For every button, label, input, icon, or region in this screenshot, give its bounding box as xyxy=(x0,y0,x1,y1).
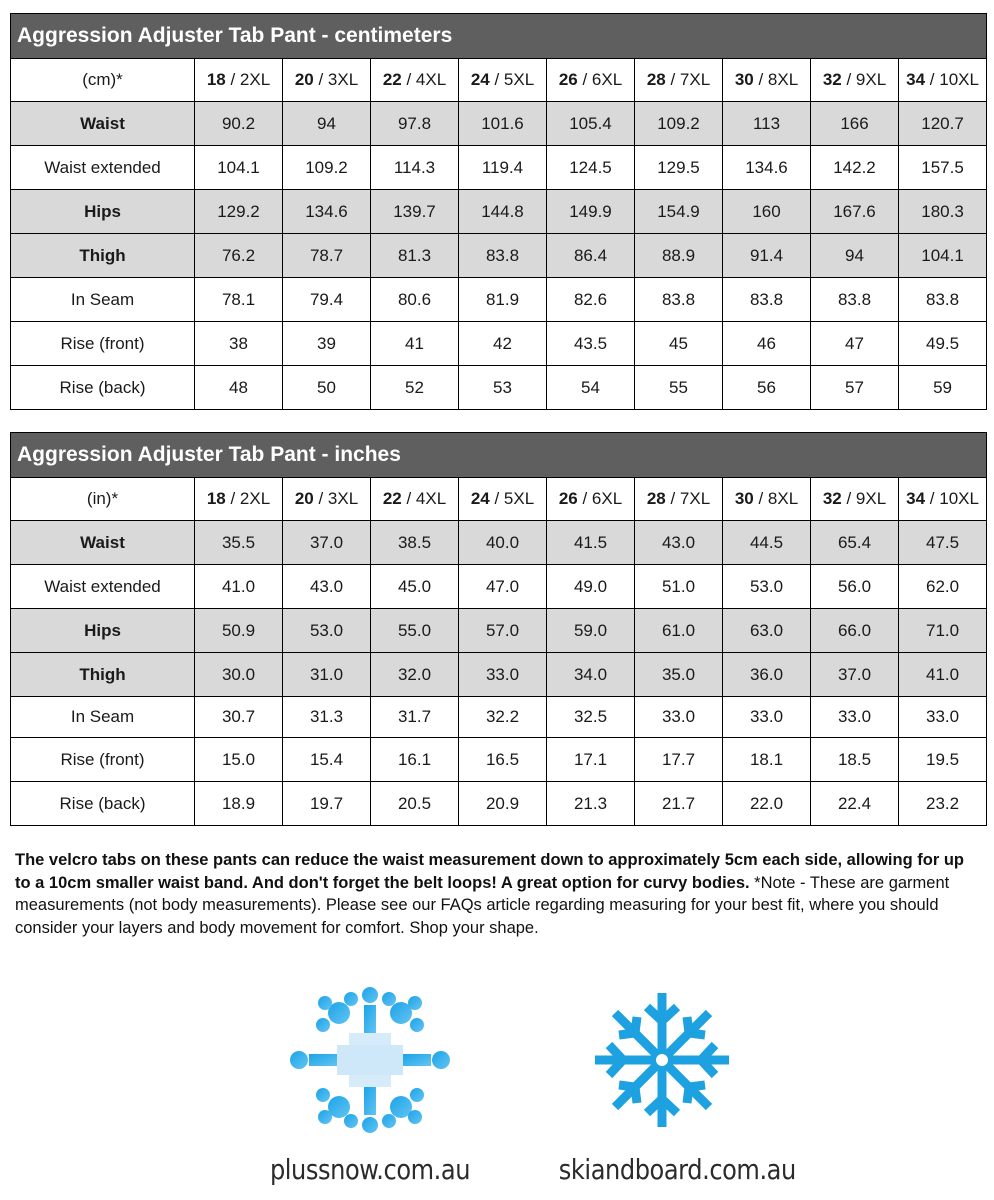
measurement-cell: 119.4 xyxy=(459,146,547,190)
unit-label: (in)* xyxy=(11,478,195,521)
size-header-cell xyxy=(899,478,987,521)
row-label: Rise (front) xyxy=(11,738,195,782)
size-number: 30 xyxy=(734,489,754,508)
measurement-cell: 38 xyxy=(195,322,283,366)
size-label: 7XL xyxy=(679,489,711,508)
measurement-cell: 40.0 xyxy=(459,521,547,565)
row-label: Rise (front) xyxy=(11,322,195,366)
measurement-cell: 53.0 xyxy=(283,609,371,653)
size-header-cell xyxy=(547,478,635,521)
size-separator: / xyxy=(665,70,680,89)
measurement-cell: 16.5 xyxy=(459,738,547,782)
measurement-cell: 43.5 xyxy=(547,322,635,366)
measurement-cell: 59.0 xyxy=(547,609,635,653)
measurement-cell: 51.0 xyxy=(635,565,723,609)
size-separator: / xyxy=(489,70,504,89)
measurement-cell: 142.2 xyxy=(811,146,899,190)
measurement-cell: 83.8 xyxy=(811,278,899,322)
measurement-cell: 37.0 xyxy=(811,653,899,697)
plussnow-logo xyxy=(250,985,490,1195)
measurement-cell: 56.0 xyxy=(811,565,899,609)
measurement-cell: 47.0 xyxy=(459,565,547,609)
measurement-cell: 82.6 xyxy=(547,278,635,322)
measurement-cell: 18.1 xyxy=(723,738,811,782)
size-header-cell xyxy=(723,59,811,102)
measurement-cell: 86.4 xyxy=(547,234,635,278)
measurement-cell: 94 xyxy=(811,234,899,278)
measurement-cell: 59 xyxy=(899,366,987,410)
size-header-cell xyxy=(283,59,371,102)
measurement-cell: 18.9 xyxy=(195,782,283,826)
measurement-cell: 50 xyxy=(283,366,371,410)
size-label: 10XL xyxy=(939,489,979,508)
measurement-cell: 17.7 xyxy=(635,738,723,782)
measurement-cell: 50.9 xyxy=(195,609,283,653)
measurement-cell: 78.7 xyxy=(283,234,371,278)
measurement-cell: 57 xyxy=(811,366,899,410)
size-header-cell xyxy=(195,478,283,521)
size-label: 8XL xyxy=(767,489,799,508)
size-separator: / xyxy=(313,489,328,508)
size-separator: / xyxy=(577,489,592,508)
measurement-cell: 154.9 xyxy=(635,190,723,234)
measurement-cell: 83.8 xyxy=(459,234,547,278)
size-header-row xyxy=(11,59,987,102)
size-label: 6XL xyxy=(591,70,623,89)
table-row xyxy=(11,697,987,738)
plussnow-logo-text: plussnow.com.au xyxy=(269,1153,471,1186)
measurement-cell: 120.7 xyxy=(899,102,987,146)
size-header-cell xyxy=(283,478,371,521)
size-label: 10XL xyxy=(939,70,979,89)
measurement-cell: 53 xyxy=(459,366,547,410)
measurement-cell: 36.0 xyxy=(723,653,811,697)
size-header-row xyxy=(11,478,987,521)
size-number: 28 xyxy=(646,70,666,89)
table-row xyxy=(11,102,987,146)
measurement-cell: 144.8 xyxy=(459,190,547,234)
row-label: Rise (back) xyxy=(11,366,195,410)
size-number: 24 xyxy=(470,489,490,508)
table-row xyxy=(11,521,987,565)
row-label: Waist extended xyxy=(11,146,195,190)
measurement-cell: 81.9 xyxy=(459,278,547,322)
measurement-cell: 76.2 xyxy=(195,234,283,278)
measurement-cell: 44.5 xyxy=(723,521,811,565)
size-number: 18 xyxy=(206,489,226,508)
measurement-cell: 52 xyxy=(371,366,459,410)
size-number: 24 xyxy=(470,70,490,89)
size-header-cell xyxy=(635,59,723,102)
measurement-cell: 37.0 xyxy=(283,521,371,565)
measurement-cell: 21.3 xyxy=(547,782,635,826)
measurement-cell: 33.0 xyxy=(723,697,811,738)
size-separator: / xyxy=(925,489,940,508)
measurement-cell: 80.6 xyxy=(371,278,459,322)
measurement-cell: 20.5 xyxy=(371,782,459,826)
size-number: 32 xyxy=(822,489,842,508)
measurement-cell: 157.5 xyxy=(899,146,987,190)
measurement-cell: 101.6 xyxy=(459,102,547,146)
measurement-cell: 104.1 xyxy=(899,234,987,278)
size-separator: / xyxy=(841,489,856,508)
measurement-cell: 43.0 xyxy=(283,565,371,609)
measurement-cell: 79.4 xyxy=(283,278,371,322)
size-number: 22 xyxy=(382,489,402,508)
snowflake-plus-icon xyxy=(285,985,455,1135)
size-header-cell xyxy=(459,59,547,102)
size-separator: / xyxy=(753,489,768,508)
size-label: 4XL xyxy=(415,70,447,89)
size-separator: / xyxy=(841,70,856,89)
skiandboard-logo xyxy=(542,985,796,1195)
fit-note xyxy=(15,849,983,939)
measurement-cell: 81.3 xyxy=(371,234,459,278)
size-label: 4XL xyxy=(415,489,447,508)
measurement-cell: 109.2 xyxy=(635,102,723,146)
measurement-cell: 91.4 xyxy=(723,234,811,278)
measurement-cell: 22.0 xyxy=(723,782,811,826)
size-number: 28 xyxy=(646,489,666,508)
snowflake-icon xyxy=(587,985,737,1135)
measurement-cell: 105.4 xyxy=(547,102,635,146)
measurement-cell: 30.7 xyxy=(195,697,283,738)
measurement-cell: 33.0 xyxy=(635,697,723,738)
measurement-cell: 65.4 xyxy=(811,521,899,565)
measurement-cell: 47.5 xyxy=(899,521,987,565)
measurement-cell: 15.4 xyxy=(283,738,371,782)
row-label: In Seam xyxy=(11,697,195,738)
measurement-cell: 113 xyxy=(723,102,811,146)
size-number: 30 xyxy=(734,70,754,89)
skiandboard-logo-text: skiandboard.com.au xyxy=(558,1153,796,1186)
measurement-cell: 83.8 xyxy=(899,278,987,322)
table-row xyxy=(11,234,987,278)
measurement-cell: 180.3 xyxy=(899,190,987,234)
size-header-cell xyxy=(459,478,547,521)
size-separator: / xyxy=(401,489,416,508)
row-label: Thigh xyxy=(11,653,195,697)
size-number: 20 xyxy=(294,70,314,89)
measurement-cell: 34.0 xyxy=(547,653,635,697)
measurement-cell: 134.6 xyxy=(723,146,811,190)
table-row xyxy=(11,738,987,782)
size-header-cell xyxy=(811,59,899,102)
size-table-inches xyxy=(10,432,987,826)
size-number: 32 xyxy=(822,70,842,89)
measurement-cell: 90.2 xyxy=(195,102,283,146)
measurement-cell: 32.0 xyxy=(371,653,459,697)
measurement-cell: 71.0 xyxy=(899,609,987,653)
measurement-cell: 97.8 xyxy=(371,102,459,146)
measurement-cell: 124.5 xyxy=(547,146,635,190)
row-label: Waist extended xyxy=(11,565,195,609)
measurement-cell: 94 xyxy=(283,102,371,146)
table-row xyxy=(11,653,987,697)
measurement-cell: 23.2 xyxy=(899,782,987,826)
measurement-cell: 48 xyxy=(195,366,283,410)
row-label: Waist xyxy=(11,521,195,565)
table-row xyxy=(11,565,987,609)
measurement-cell: 53.0 xyxy=(723,565,811,609)
size-number: 26 xyxy=(558,489,578,508)
measurement-cell: 149.9 xyxy=(547,190,635,234)
size-separator: / xyxy=(665,489,680,508)
measurement-cell: 31.7 xyxy=(371,697,459,738)
measurement-cell: 139.7 xyxy=(371,190,459,234)
measurement-cell: 54 xyxy=(547,366,635,410)
size-number: 26 xyxy=(558,70,578,89)
size-header-cell xyxy=(723,478,811,521)
measurement-cell: 33.0 xyxy=(899,697,987,738)
table-row xyxy=(11,146,987,190)
measurement-cell: 21.7 xyxy=(635,782,723,826)
table-row xyxy=(11,278,987,322)
table-title: Aggression Adjuster Tab Pant - centimeters xyxy=(11,14,987,59)
measurement-cell: 19.7 xyxy=(283,782,371,826)
size-separator: / xyxy=(925,70,940,89)
note-bold-text: The velcro tabs on these pants can reduce the waist measurement down to approximately 5cm each side, allowing for up to a 10cm smaller waist band. And don't forget the belt loops! A great option for curvy bodies. xyxy=(15,851,964,892)
size-separator: / xyxy=(577,70,592,89)
measurement-cell: 18.5 xyxy=(811,738,899,782)
measurement-cell: 35.5 xyxy=(195,521,283,565)
measurement-cell: 63.0 xyxy=(723,609,811,653)
measurement-cell: 38.5 xyxy=(371,521,459,565)
size-separator: / xyxy=(313,70,328,89)
measurement-cell: 55 xyxy=(635,366,723,410)
size-separator: / xyxy=(753,70,768,89)
measurement-cell: 167.6 xyxy=(811,190,899,234)
row-label: In Seam xyxy=(11,278,195,322)
table-row xyxy=(11,190,987,234)
table-row xyxy=(11,609,987,653)
row-label: Hips xyxy=(11,190,195,234)
size-number: 22 xyxy=(382,70,402,89)
size-label: 5XL xyxy=(503,489,535,508)
size-separator: / xyxy=(225,489,240,508)
size-separator: / xyxy=(489,489,504,508)
measurement-cell: 41.5 xyxy=(547,521,635,565)
measurement-cell: 114.3 xyxy=(371,146,459,190)
measurement-cell: 41.0 xyxy=(195,565,283,609)
measurement-cell: 160 xyxy=(723,190,811,234)
measurement-cell: 39 xyxy=(283,322,371,366)
row-label: Hips xyxy=(11,609,195,653)
measurement-cell: 47 xyxy=(811,322,899,366)
measurement-cell: 109.2 xyxy=(283,146,371,190)
measurement-cell: 49.5 xyxy=(899,322,987,366)
measurement-cell: 83.8 xyxy=(635,278,723,322)
size-label: 2XL xyxy=(239,70,271,89)
measurement-cell: 57.0 xyxy=(459,609,547,653)
measurement-cell: 166 xyxy=(811,102,899,146)
size-number: 34 xyxy=(906,489,926,508)
size-label: 9XL xyxy=(855,70,887,89)
measurement-cell: 61.0 xyxy=(635,609,723,653)
measurement-cell: 134.6 xyxy=(283,190,371,234)
measurement-cell: 31.3 xyxy=(283,697,371,738)
table-row xyxy=(11,366,987,410)
size-label: 3XL xyxy=(327,70,359,89)
measurement-cell: 33.0 xyxy=(811,697,899,738)
measurement-cell: 35.0 xyxy=(635,653,723,697)
size-header-cell xyxy=(371,478,459,521)
row-label: Rise (back) xyxy=(11,782,195,826)
measurement-cell: 49.0 xyxy=(547,565,635,609)
size-label: 8XL xyxy=(767,70,799,89)
measurement-cell: 104.1 xyxy=(195,146,283,190)
measurement-cell: 129.5 xyxy=(635,146,723,190)
size-label: 9XL xyxy=(855,489,887,508)
size-label: 7XL xyxy=(679,70,711,89)
size-label: 5XL xyxy=(503,70,535,89)
measurement-cell: 66.0 xyxy=(811,609,899,653)
unit-label: (cm)* xyxy=(11,59,195,102)
measurement-cell: 17.1 xyxy=(547,738,635,782)
measurement-cell: 16.1 xyxy=(371,738,459,782)
measurement-cell: 19.5 xyxy=(899,738,987,782)
measurement-cell: 42 xyxy=(459,322,547,366)
measurement-cell: 31.0 xyxy=(283,653,371,697)
row-label: Waist xyxy=(11,102,195,146)
measurement-cell: 22.4 xyxy=(811,782,899,826)
size-header-cell xyxy=(547,59,635,102)
size-label: 2XL xyxy=(239,489,271,508)
size-separator: / xyxy=(225,70,240,89)
size-separator: / xyxy=(401,70,416,89)
measurement-cell: 55.0 xyxy=(371,609,459,653)
table-row xyxy=(11,782,987,826)
measurement-cell: 41 xyxy=(371,322,459,366)
size-table-cm xyxy=(10,13,987,410)
note-text: *Note - These are garment measurements (not body measurements). Please see our FAQs article regarding measuring for your best fit, where you should consider your layers and body movement for comfort. Shop your shape. xyxy=(15,873,950,937)
size-header-cell xyxy=(371,59,459,102)
size-label: 6XL xyxy=(591,489,623,508)
measurement-cell: 43.0 xyxy=(635,521,723,565)
measurement-cell: 83.8 xyxy=(723,278,811,322)
size-header-cell xyxy=(635,478,723,521)
size-header-cell xyxy=(811,478,899,521)
measurement-cell: 46 xyxy=(723,322,811,366)
size-number: 20 xyxy=(294,489,314,508)
measurement-cell: 32.2 xyxy=(459,697,547,738)
measurement-cell: 33.0 xyxy=(459,653,547,697)
measurement-cell: 30.0 xyxy=(195,653,283,697)
measurement-cell: 20.9 xyxy=(459,782,547,826)
size-number: 18 xyxy=(206,70,226,89)
measurement-cell: 88.9 xyxy=(635,234,723,278)
size-header-cell xyxy=(195,59,283,102)
measurement-cell: 56 xyxy=(723,366,811,410)
measurement-cell: 62.0 xyxy=(899,565,987,609)
measurement-cell: 45.0 xyxy=(371,565,459,609)
measurement-cell: 129.2 xyxy=(195,190,283,234)
measurement-cell: 32.5 xyxy=(547,697,635,738)
table-title: Aggression Adjuster Tab Pant - inches xyxy=(11,433,987,478)
measurement-cell: 45 xyxy=(635,322,723,366)
size-label: 3XL xyxy=(327,489,359,508)
measurement-cell: 15.0 xyxy=(195,738,283,782)
size-number: 34 xyxy=(906,70,926,89)
size-header-cell xyxy=(899,59,987,102)
measurement-cell: 78.1 xyxy=(195,278,283,322)
table-row xyxy=(11,322,987,366)
row-label: Thigh xyxy=(11,234,195,278)
measurement-cell: 41.0 xyxy=(899,653,987,697)
